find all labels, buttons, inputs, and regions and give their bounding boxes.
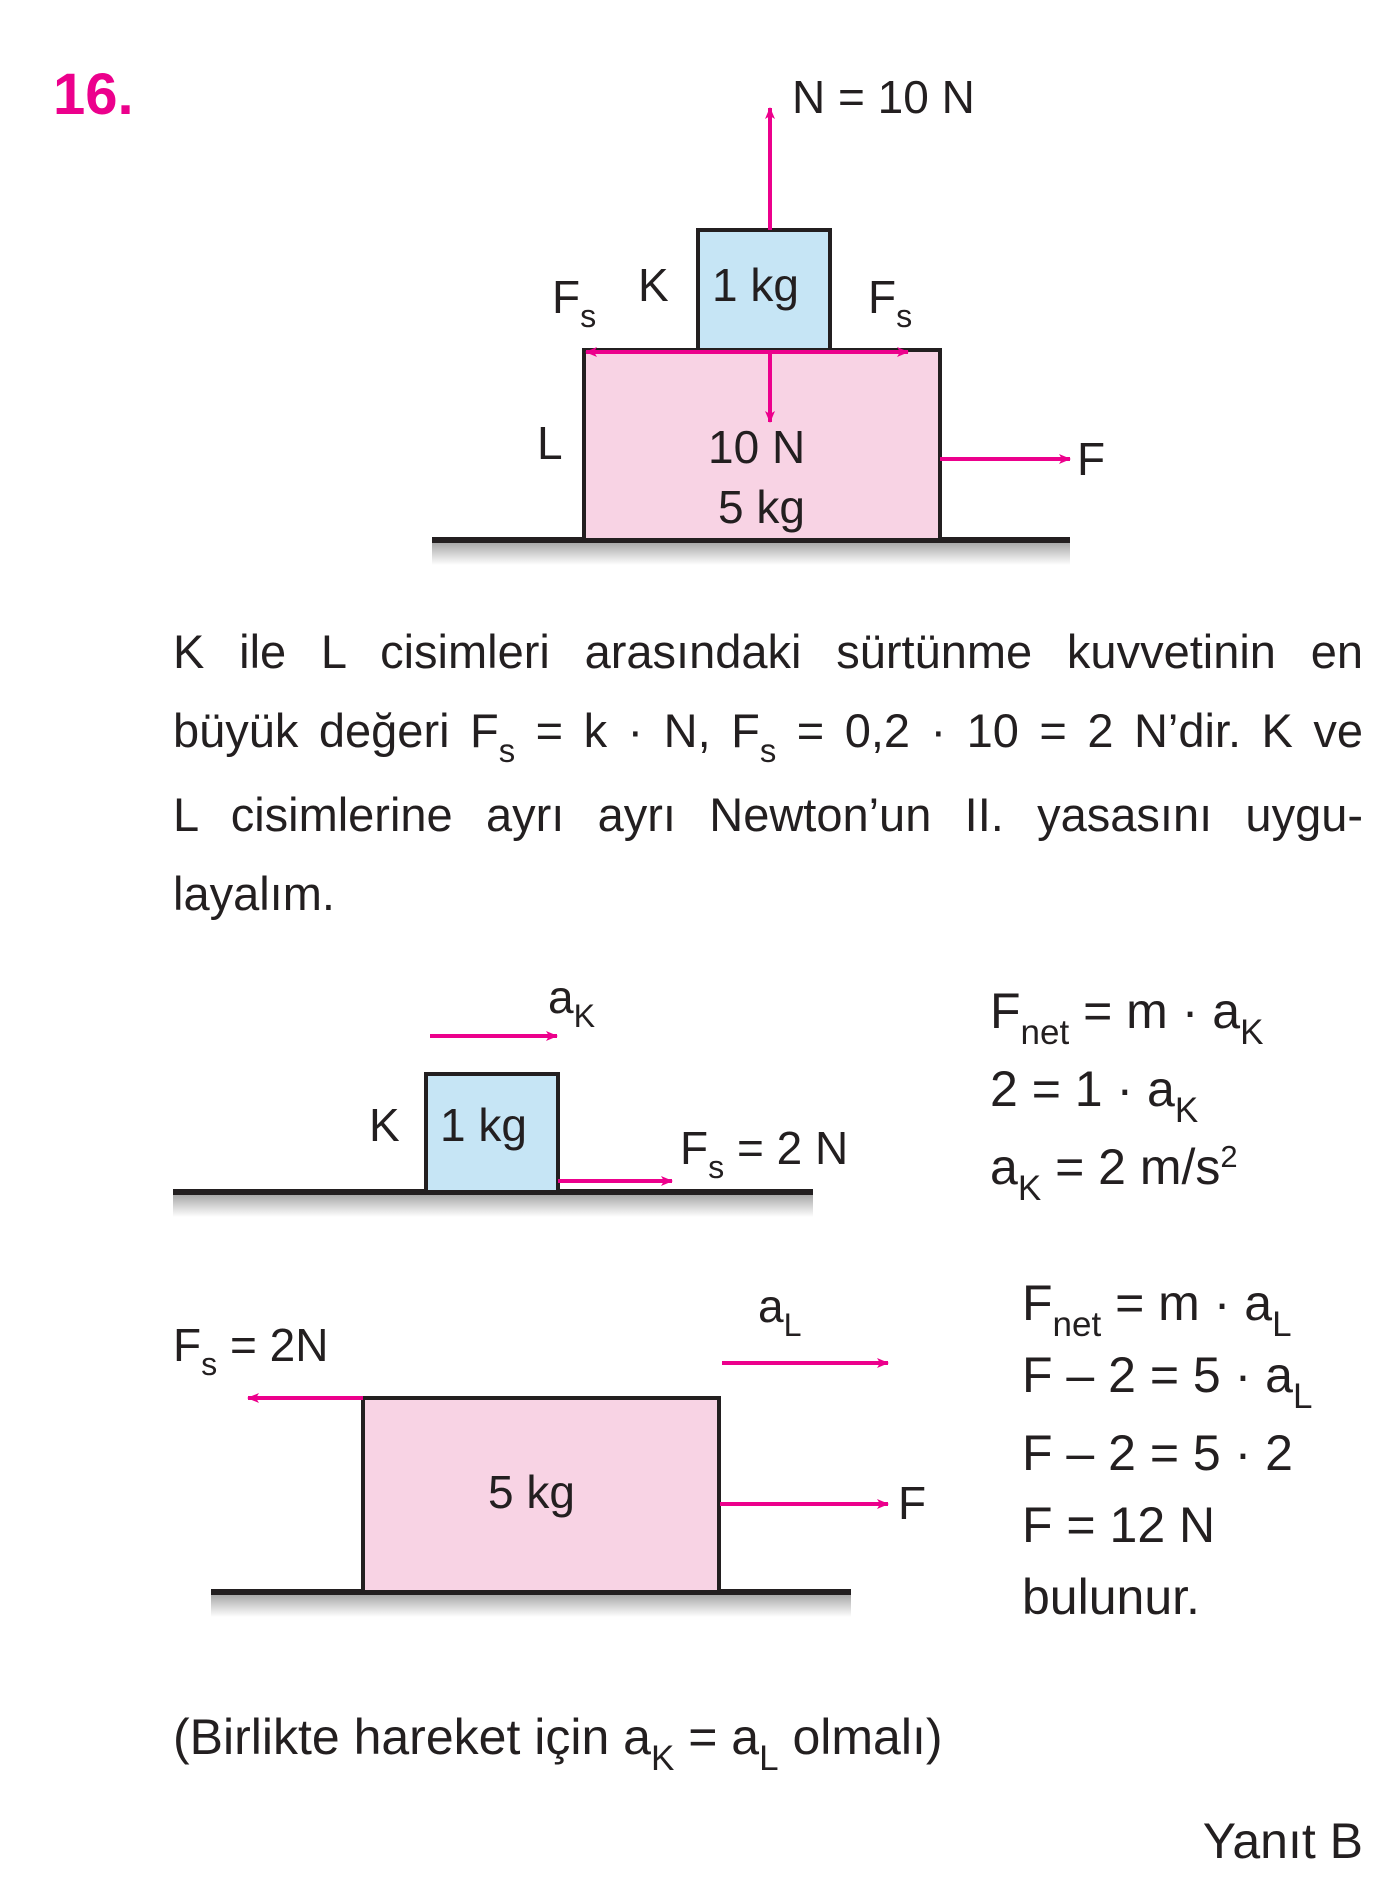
block-k-small-letter: K — [369, 1099, 400, 1151]
block-k-letter: K — [638, 259, 669, 311]
accel-k-label: $a_K$ — [548, 971, 596, 1035]
l-equation-3: F – 2 = 5 · 2 — [1022, 1425, 1293, 1481]
accel-l-label: $a_L$ — [758, 1280, 802, 1344]
paragraph-line-1: K ile L cisimleri arasındaki sürtünme kuvvetinin en — [173, 625, 1363, 678]
friction-left-label: $F_s$ — [552, 271, 597, 335]
k-equation-1: $F_{net} = m \cdot a_K$ — [990, 983, 1264, 1052]
k-equation-2: $2 = 1 \cdot a_K$ — [990, 1061, 1199, 1130]
applied-force-l-label: F — [898, 1477, 927, 1529]
block-l-mass: 5 kg — [718, 481, 805, 533]
l-equation-5: bulunur. — [1022, 1569, 1200, 1625]
friction-l-label: $F_s = 2N$ — [173, 1319, 329, 1383]
ground-shadow — [432, 540, 1070, 565]
l-equation-2: $F - 2 = 5 \cdot a_L$ — [1022, 1347, 1313, 1416]
problem-number: 16. — [53, 62, 134, 127]
k-equation-3: $a_K = 2$ $m/s^2$ — [990, 1138, 1238, 1208]
answer-label: Yanıt B — [1202, 1813, 1363, 1869]
block-k-small-mass: 1 kg — [440, 1099, 527, 1151]
block-l-letter: L — [537, 417, 563, 469]
paragraph-line-3: L cisimlerine ayrı ayrı Newton’un II. yasasını uygu- — [173, 788, 1363, 841]
weight-label: 10 N — [708, 421, 806, 473]
friction-right-label: $F_s$ — [868, 271, 913, 335]
paragraph-line-4: layalım. — [173, 867, 335, 920]
paragraph-line-2: büyük değeri $F_s = k \cdot N$, $F_s = 0,2 \cdot 10 = 2$ N’dir. K ve — [173, 704, 1363, 769]
applied-force-label: F — [1077, 433, 1106, 485]
block-k-mass: 1 kg — [712, 259, 799, 311]
ground-shadow — [211, 1592, 851, 1617]
explanation-paragraph — [173, 612, 1363, 933]
normal-force-label: N = 10 N — [792, 71, 975, 123]
footer-note: (Birlikte hareket için $a_K = a_L$ olmalı) — [173, 1709, 943, 1778]
l-equation-4: F = 12 N — [1022, 1497, 1216, 1553]
l-equation-1: $F_{net} = m \cdot a_L$ — [1022, 1275, 1292, 1344]
friction-k-label: $F_s = 2$ N — [680, 1122, 849, 1186]
ground-shadow — [173, 1192, 813, 1217]
block-l-large-mass: 5 kg — [488, 1466, 575, 1518]
